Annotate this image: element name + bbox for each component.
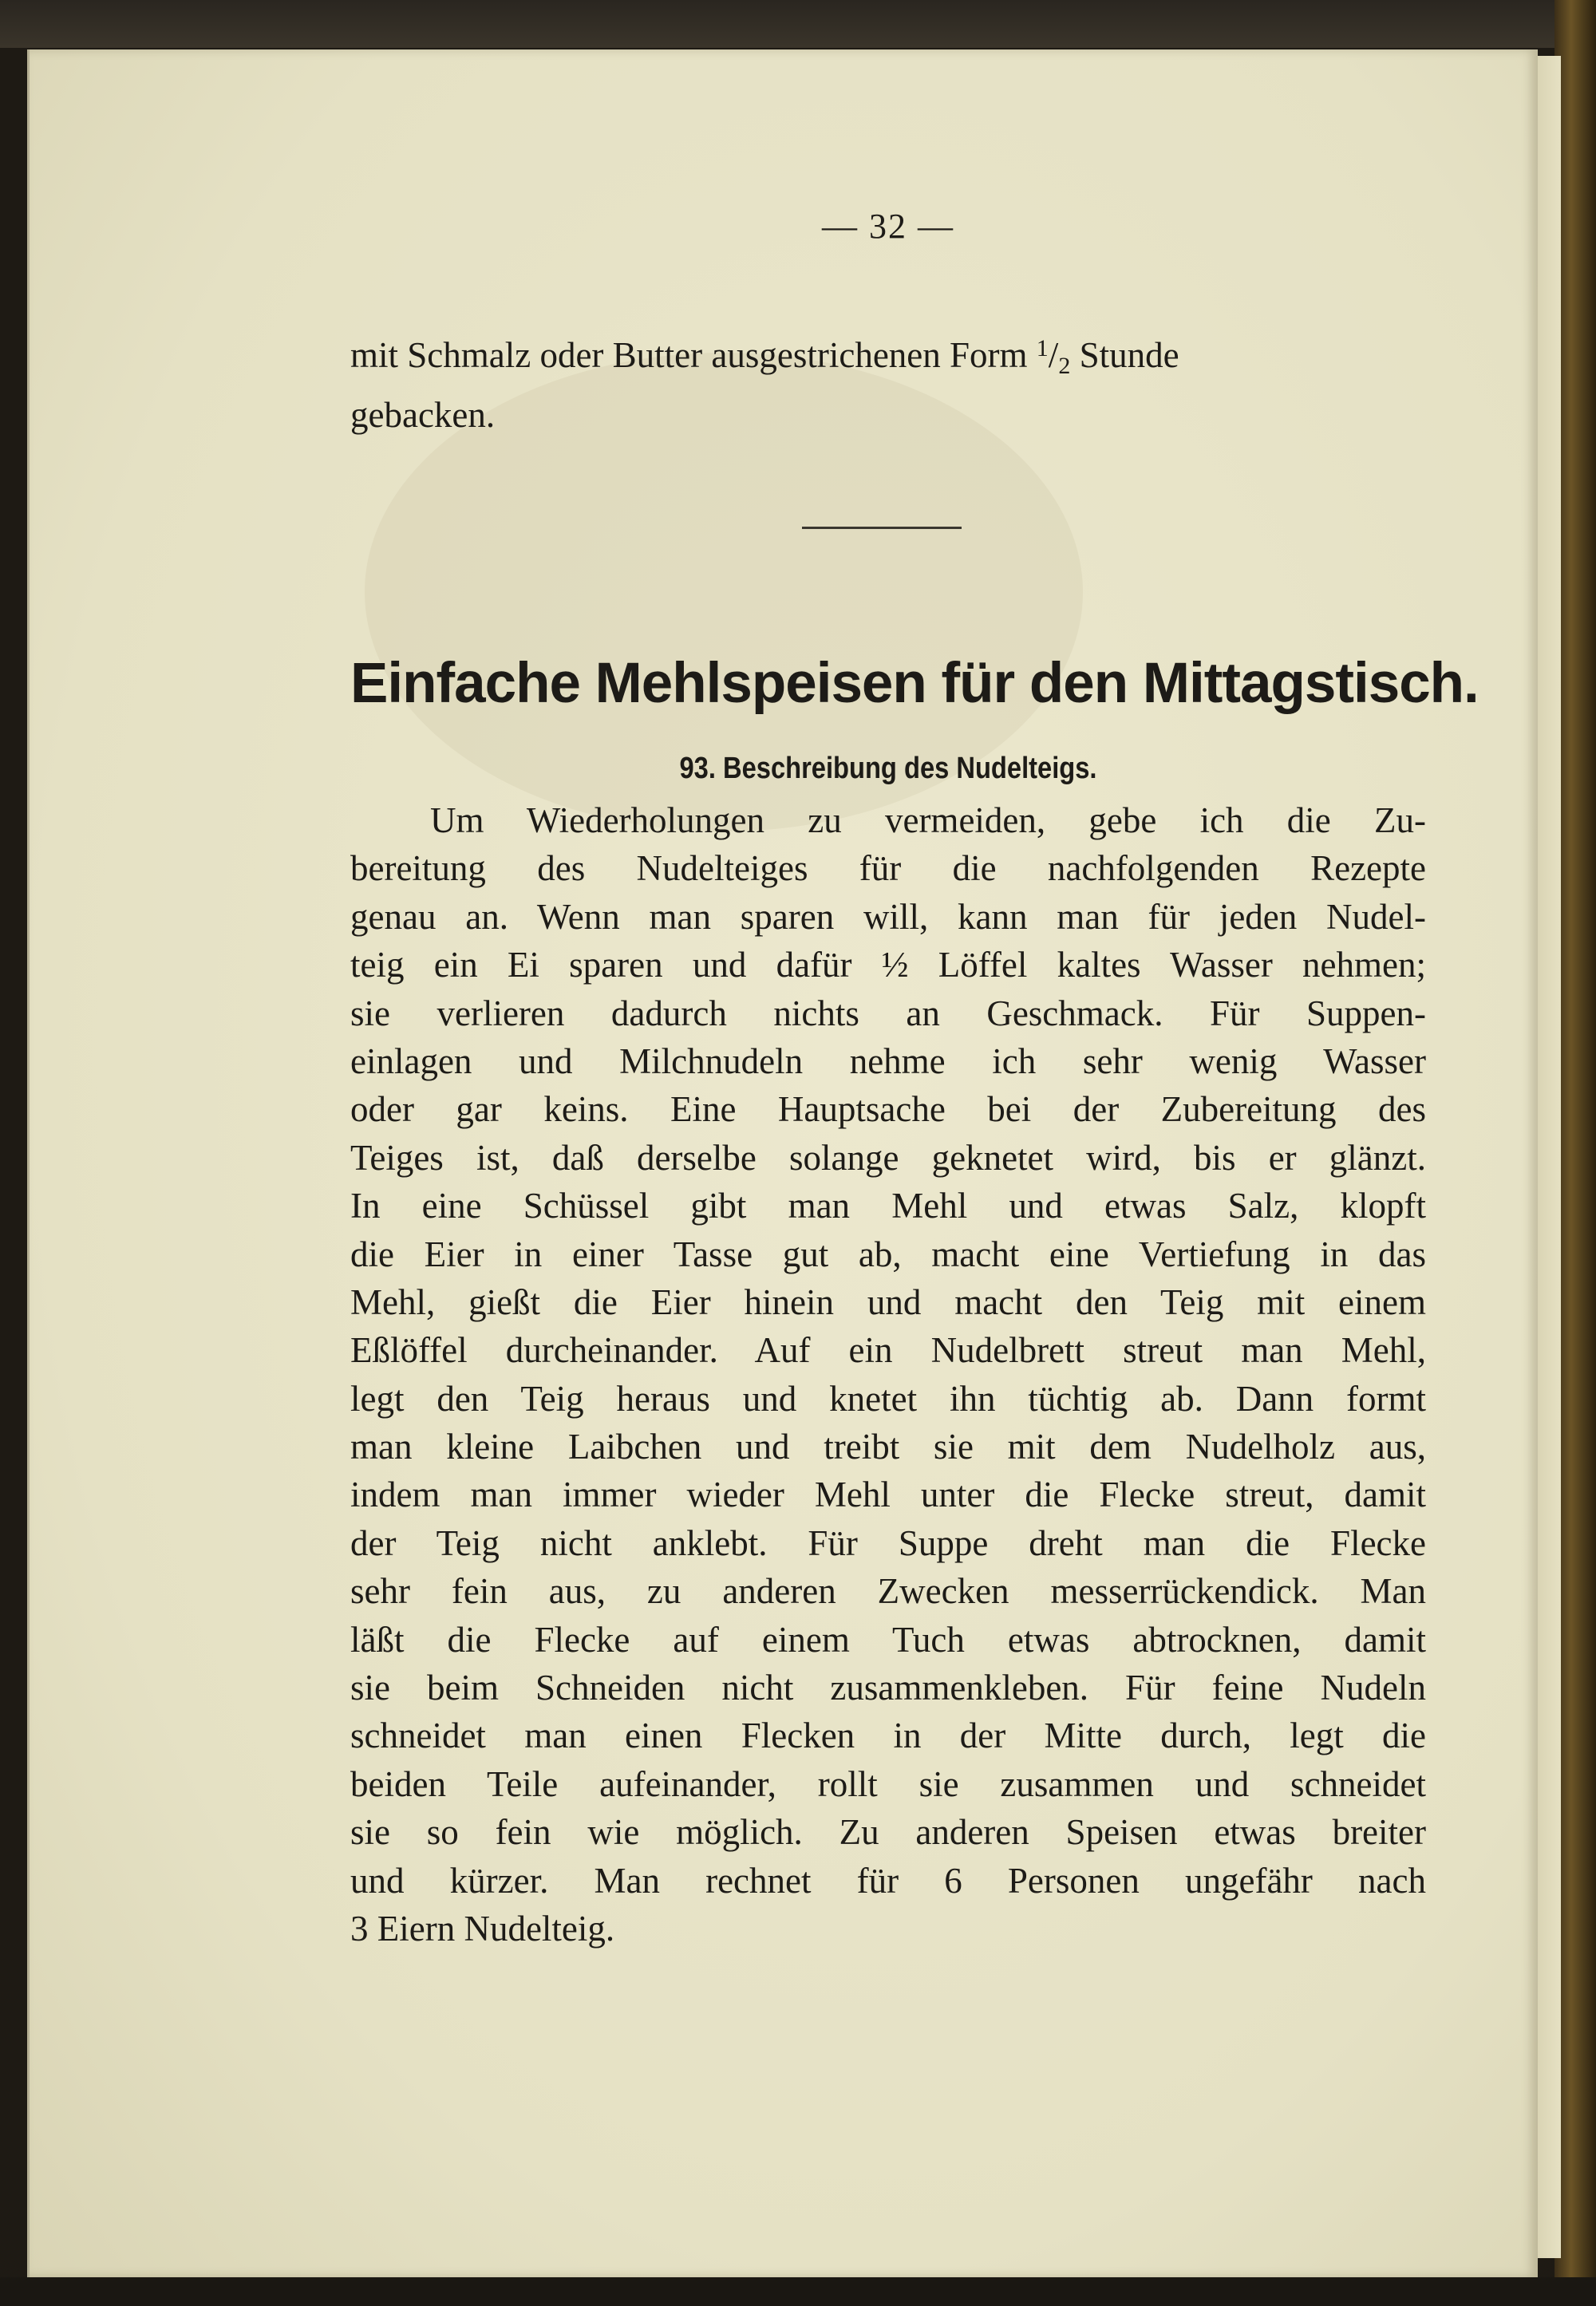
body-line: oder gar keins. Eine Hauptsache bei der Zubereitung des [350,1089,1426,1130]
body-line: In eine Schüssel gibt man Mehl und etwas Salz, klopft [350,1186,1426,1226]
continued-paragraph [350,325,1426,439]
fraction-numerator: 1 [1036,335,1049,361]
fraction-half: $^1/_2$ [1036,335,1071,379]
body-line: und kürzer. Man rechnet für 6 Personen ungefähr nach [350,1860,1426,1901]
continued-line-1: mit Schmalz oder Butter ausgestrichenen Form [350,335,1037,375]
body-line: sie beim Schneiden nicht zusammenkleben. Für feine Nudeln [350,1668,1426,1708]
body-line: indem man immer wieder Mehl unter die Flecke streut, damit [350,1475,1426,1515]
body-line: genau an. Wenn man sparen will, kann man für jeden Nudel- [350,896,1426,937]
section-divider [802,527,962,529]
continued-line-1-end: Stunde [1070,335,1179,375]
section-heading: Einfache Mehlspeisen für den Mittagstisch. [350,652,1479,715]
page-number: — 32 — [822,207,954,246]
body-line: Um Wiederholungen zu vermeiden, gebe ich die Zu- [430,800,1426,840]
body-line: man kleine Laibchen und treibt sie mit dem Nudelholz aus, [350,1427,1426,1467]
body-line: sehr fein aus, zu anderen Zwecken messerrückendick. Man [350,1571,1426,1612]
fraction-denominator: 2 [1058,353,1071,379]
scan-background-top [0,0,1596,48]
body-line: einlagen und Milchnudeln nehme ich sehr wenig Wasser [350,1040,1426,1081]
continued-line-2: gebacken. [350,394,496,435]
body-line: 3 Eiern Nudelteig. [350,1908,615,1949]
body-line: beiden Teile aufeinander, rollt sie zusammen und schneidet [350,1763,1426,1804]
scan-background-bottom [0,2277,1596,2306]
body-line: läßt die Flecke auf einem Tuch etwas abtrocknen, damit [350,1619,1426,1660]
body-line: die Eier in einer Tasse gut ab, macht eine Vertiefung in das [350,1234,1426,1274]
body-line: Mehl, gießt die Eier hinein und macht den Teig mit einem [350,1281,1426,1322]
body-line: schneidet man einen Flecken in der Mitte durch, legt die [350,1716,1426,1756]
body-line: sie so fein wie möglich. Zu anderen Speisen etwas breiter [350,1812,1426,1853]
body-line: Eßlöffel durcheinander. Auf ein Nudelbrett streut man Mehl, [350,1330,1426,1371]
book-page [27,49,1538,2277]
recipe-heading: 93. Beschreibung des Nudelteigs. [679,752,1097,785]
body-line: teig ein Ei sparen und dafür ½ Löffel kaltes Wasser nehmen; [350,945,1426,985]
body-line: der Teig nicht anklebt. Für Suppe dreht man die Flecke [350,1522,1426,1563]
body-line: sie verlieren dadurch nichts an Geschmack. Für Suppen- [350,993,1426,1033]
body-line: Teiges ist, daß derselbe solange geknetet wird, bis er glänzt. [350,1137,1426,1178]
body-line: legt den Teig heraus und knetet ihn tüchtig ab. Dann formt [350,1378,1426,1419]
body-line: bereitung des Nudelteiges für die nachfolgenden Rezepte [350,848,1426,889]
recipe-body [350,796,1426,1953]
